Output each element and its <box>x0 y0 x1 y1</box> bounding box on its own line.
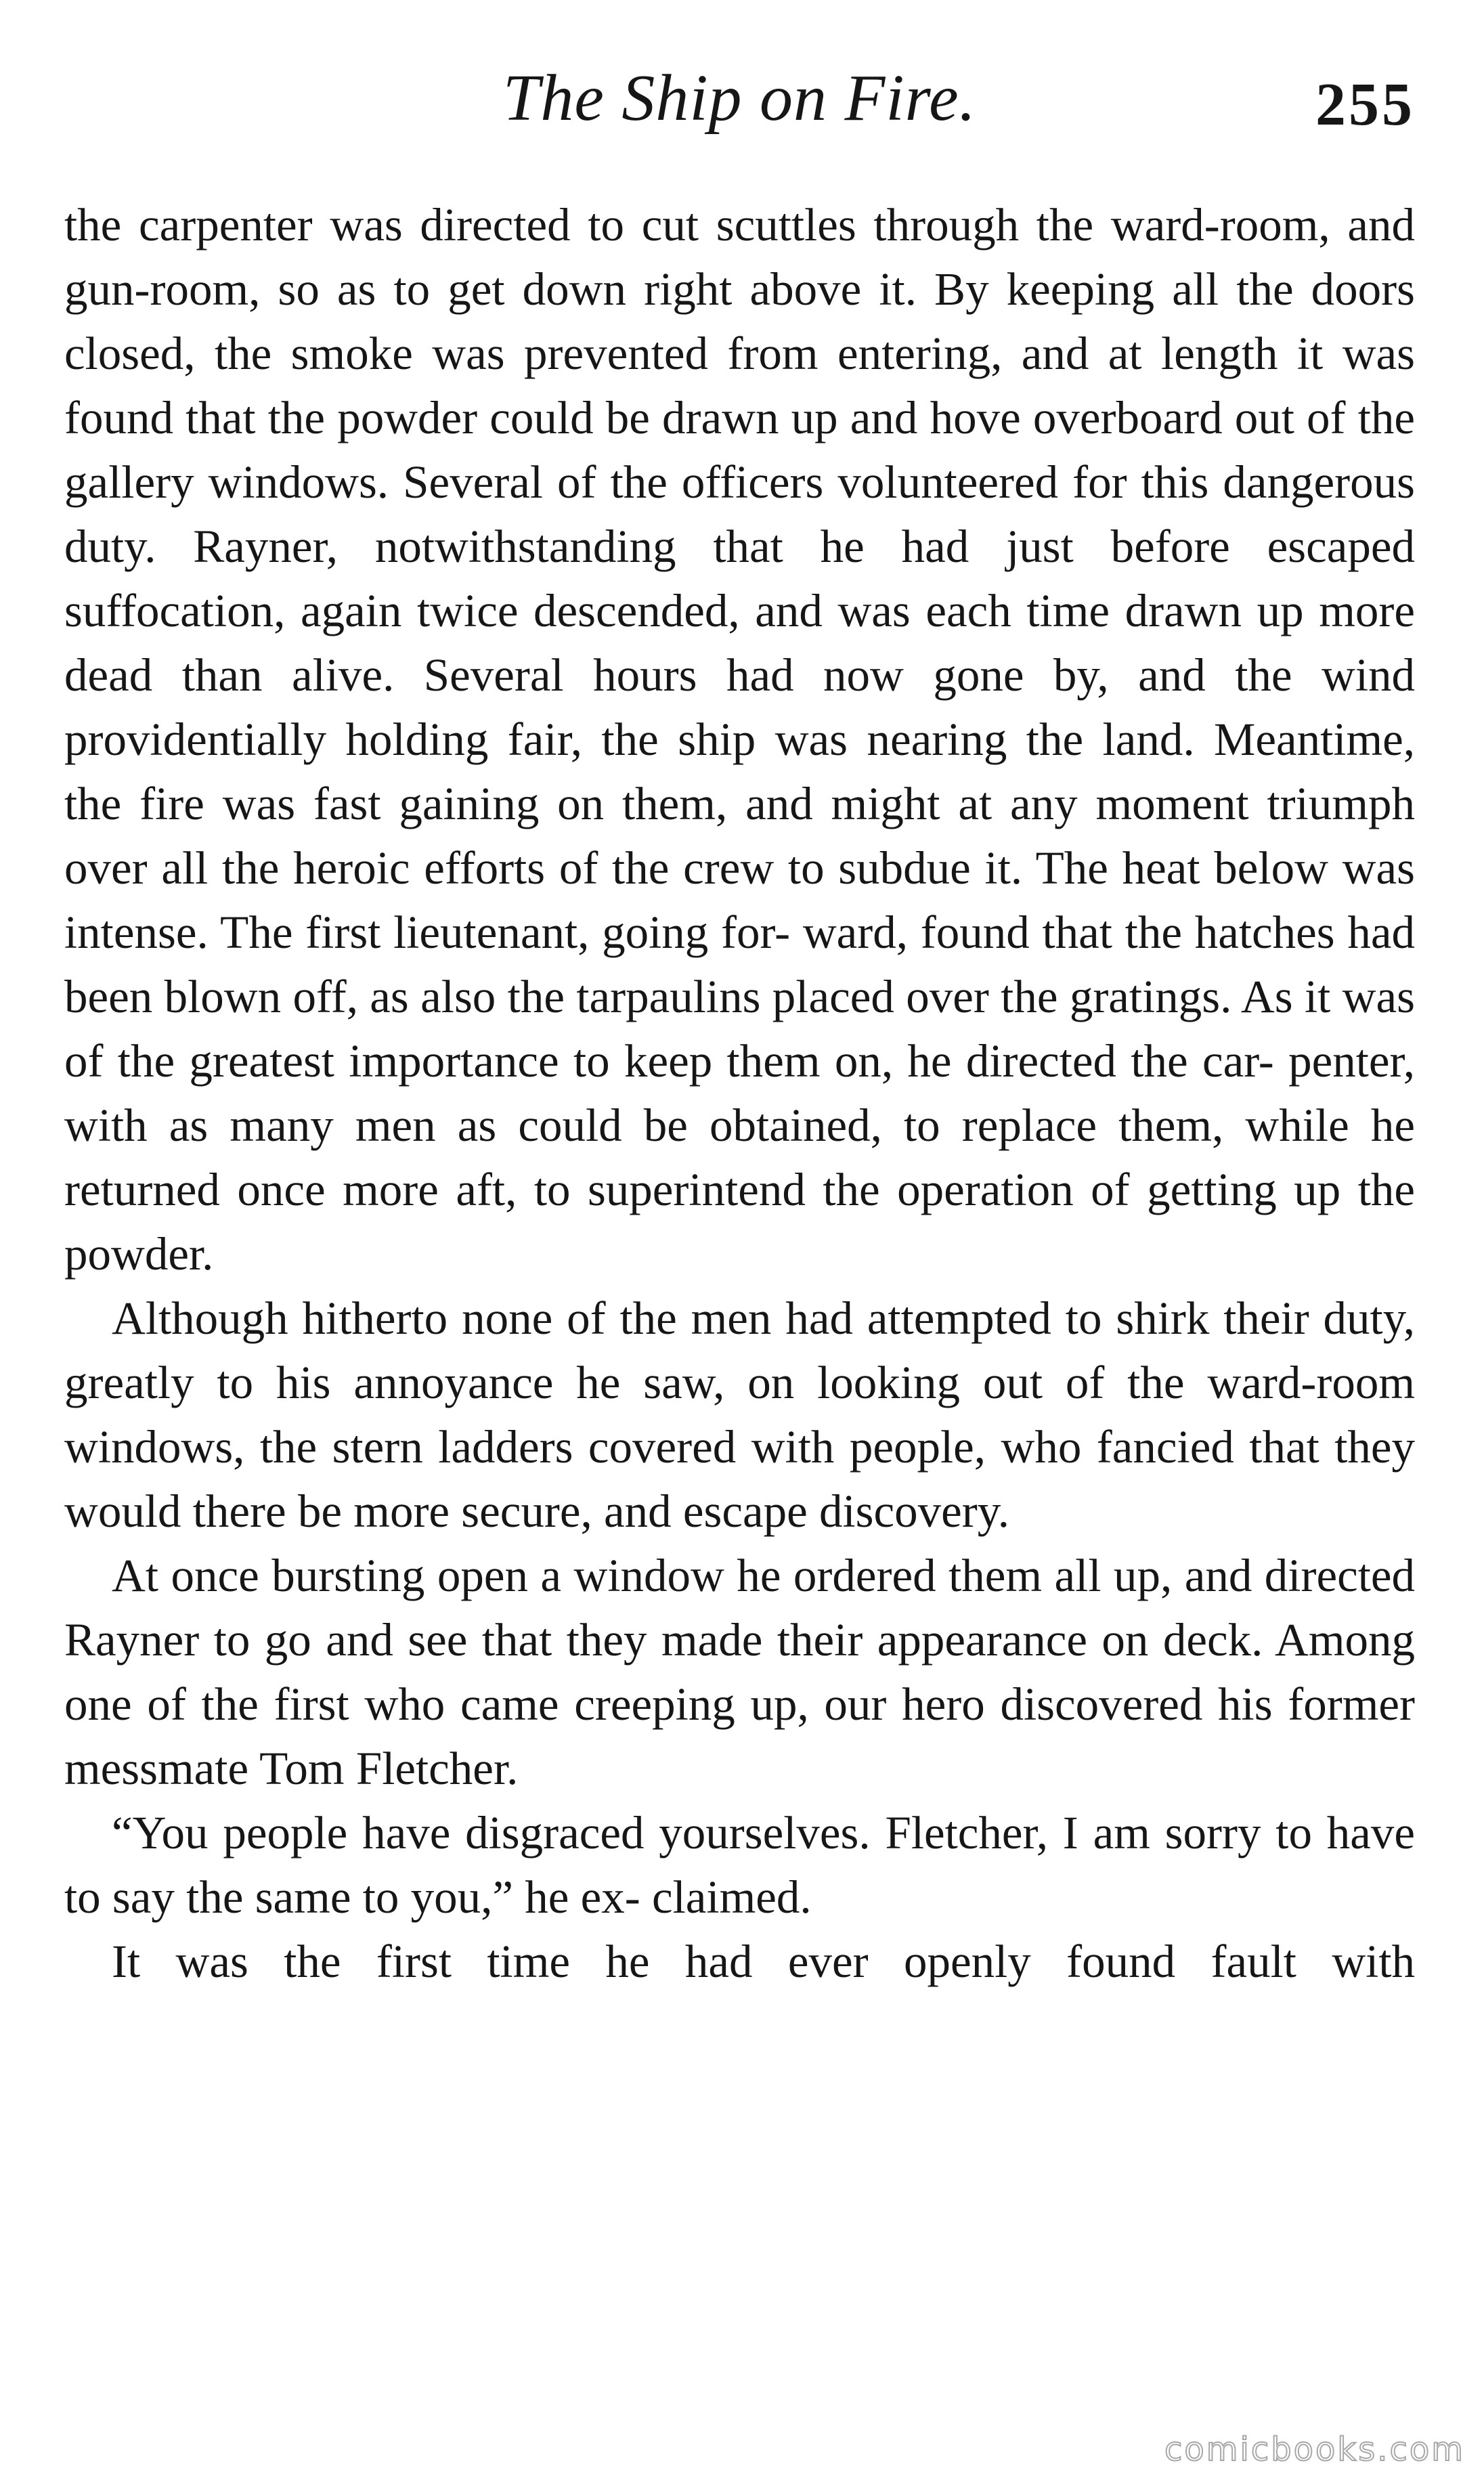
paragraph-4: “You people have disgraced yourselves. Fletcher, I am sorry to have to say the same to you,” he ex- claimed. <box>64 1807 1415 1923</box>
watermark: comicbooks.com <box>1164 2431 1465 2469</box>
body-text <box>64 193 1415 1994</box>
paragraph-5: It was the first time he had ever openly found fault with <box>112 1936 1415 1987</box>
running-head <box>64 54 1415 142</box>
paragraph-3: At once bursting open a window he ordered them all up, and directed Rayner to go and see that they made their appearance on deck. Among one of the first who came creeping up, our hero discovered his former messmate Tom Fletcher. <box>64 1550 1415 1794</box>
running-title: The Ship on Fire. <box>502 62 977 135</box>
paragraph-2: Although hitherto none of the men had attempted to shirk their duty, greatly to his annoyance he saw, on looking out of the ward-room windows, the stern ladders covered with people, who fancied that they would there be more secure, and escape discovery. <box>64 1292 1415 1537</box>
paragraph-1: the carpenter was directed to cut scuttles through the ward-room, and gun-room, so as to get down right above it. By keeping all the doors closed, the smoke was prevented from entering, and at length it was found that the powder could be drawn up and hove overboard out of the gallery windows. Several of the officers volunteered for this dangerous duty. Rayner, notwithstanding that he had just before escaped suffocation, again twice descended, and was each time drawn up more dead than alive. Several hours had now gone by, and the wind providentially holding fair, the ship was nearing the land. Meantime, the fire was fast gaining on them, and might at any moment triumph over all the heroic efforts of the crew to subdue it. The heat below was intense. The first lieutenant, going for- ward, found that the hatches had been blown off, as also the tarpaulins placed over the gratings. As it was of the greatest importance to keep them on, he directed the car- penter, with as many men as could be obtained, to replace them, while he returned once more aft, to superintend the operation of getting up the powder. <box>64 199 1415 1280</box>
page-number: 255 <box>1315 71 1415 138</box>
